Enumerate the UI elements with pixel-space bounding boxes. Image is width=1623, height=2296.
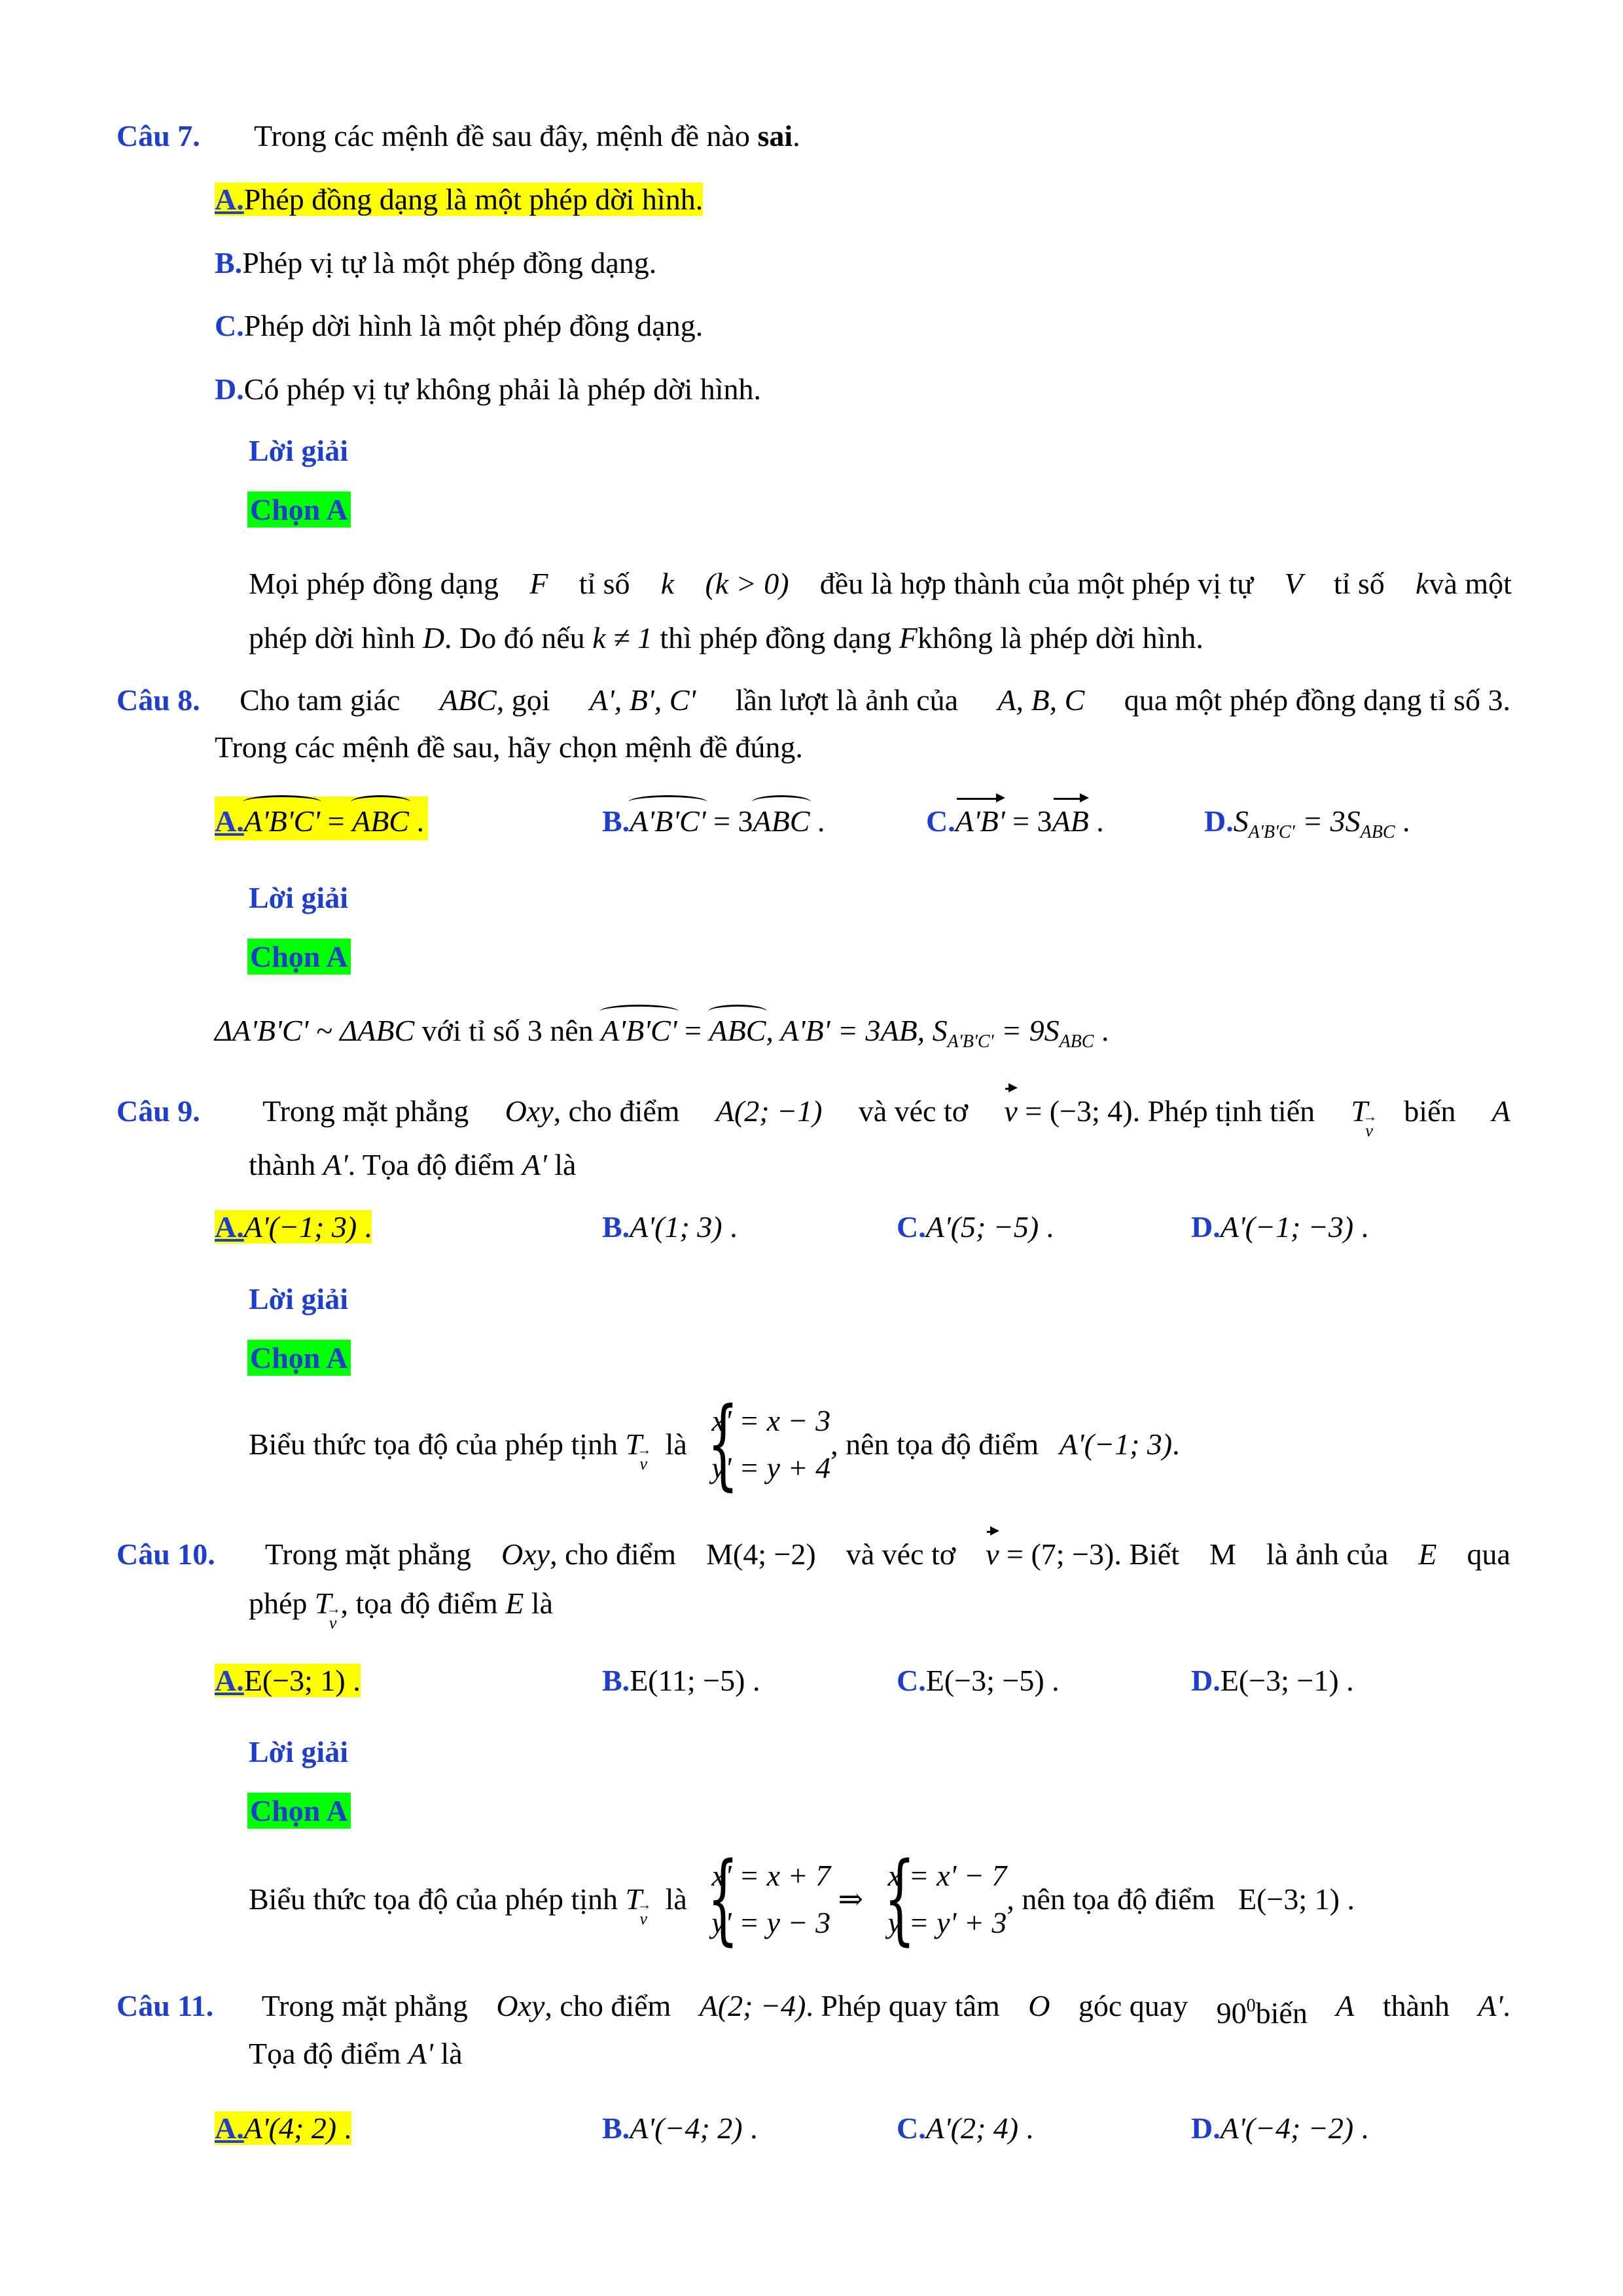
q7-option-b-letter: B.: [215, 246, 243, 279]
q9-exp-result: A'(−1; 3): [1059, 1427, 1173, 1461]
q10-choose-badge: Chọn A: [247, 1793, 351, 1829]
q9-exp-T-subscript: → v: [640, 1444, 648, 1484]
q9-system-row: y' = y + 4: [711, 1451, 831, 1484]
q9-choose: [247, 1340, 351, 1375]
q10-system-row: y' = y − 3: [711, 1906, 831, 1939]
q8-option-d-S: S: [1233, 804, 1249, 838]
q11-stem-math: A: [1336, 1989, 1355, 2022]
q10-option-a-end: .: [345, 1664, 361, 1697]
q10-exp-text: là: [665, 1882, 687, 1916]
q11-stem-text: Trong mặt phẳng: [261, 1989, 468, 2022]
q7-exp-text: và một: [1429, 567, 1512, 600]
q9-exp-T-letter: T: [625, 1427, 643, 1461]
q7-exp-k: k: [1416, 567, 1429, 600]
q9-exp-T: [625, 1425, 648, 1473]
q11-angle: 90: [1216, 1996, 1247, 2030]
q11-stem-math: A(2; −4): [699, 1989, 806, 2022]
q10-option-a-letter: A.: [215, 1664, 244, 1697]
q8-stem-math: A', B', C': [589, 683, 696, 717]
q8-exp-arc: ABC: [709, 1011, 766, 1050]
q11-stem-text: , cho điểm: [544, 1989, 671, 2022]
q10-equation-system-1: [694, 1852, 830, 1946]
q8-stem-math: ABC: [439, 683, 497, 717]
q8-exp-end: .: [1094, 1014, 1109, 1047]
q9-stem-text: Trong mặt phẳng: [262, 1094, 469, 1128]
q10-stem-line1: [116, 1535, 1510, 1574]
q11-option-c-end: .: [1018, 2111, 1034, 2145]
q9-option-c-letter: C.: [897, 1210, 926, 1244]
q7-exp-text: . Do đó nếu: [444, 621, 585, 655]
q10-option-a-highlight: [215, 1664, 361, 1697]
q9-stem-text: . Tọa độ điểm: [348, 1148, 515, 1181]
q10-option-c-text: E(−3; −5): [925, 1664, 1044, 1697]
q10-option-b-letter: B.: [602, 1664, 630, 1697]
q9-exp-text: là: [665, 1427, 687, 1461]
q10-option-c-end: .: [1044, 1664, 1060, 1697]
q7-number: Câu 7.: [116, 119, 200, 152]
q8-stem-math: A, B, C: [997, 683, 1085, 717]
q10-option-b-text: E(11; −5): [630, 1664, 745, 1697]
q11-option-d-end: .: [1353, 2111, 1369, 2145]
q9-stem-line2: [249, 1145, 576, 1185]
q8-exp-math: , A'B' = 3AB, S: [766, 1014, 948, 1047]
q11-stem-text: . Phép quay tâm: [806, 1989, 1000, 2022]
q10-T-letter: T: [314, 1587, 332, 1620]
q10-choose: [247, 1793, 351, 1828]
q8-option-a-arc-right: ABC: [352, 802, 409, 841]
q8-option-d-sub: A'B'C': [1248, 822, 1295, 842]
q8-solution-label: Lời giải: [249, 881, 348, 914]
q9-stem-math: A: [1491, 1094, 1510, 1128]
q8-stem-text: qua một phép đồng dạng tỉ số 3.: [1124, 683, 1510, 717]
q7-option-d-text: Có phép vị tự không phải là phép dời hình.: [243, 372, 762, 406]
q11-stem-line1: [116, 1986, 1510, 2033]
q7-exp-text: thì phép đồng dạng: [660, 621, 892, 655]
q11-option-d-letter: D.: [1191, 2111, 1221, 2145]
q9-translation-T: [1351, 1092, 1373, 1140]
q10-stem-text: qua: [1467, 1537, 1510, 1571]
q9-explanation: [249, 1397, 1180, 1492]
q8-option-c-end: .: [1088, 804, 1104, 838]
q10-system-row: { x' = x + 7: [711, 1859, 831, 1892]
q11-angle-degree: 0: [1246, 1996, 1256, 2016]
q9-choose-badge: Chọn A: [247, 1340, 351, 1376]
q7-solution-label: Lời giải: [249, 434, 348, 467]
q10-T-subscript: → v: [329, 1604, 337, 1643]
q10-stem-math: E: [505, 1587, 524, 1620]
q8-stem-text: lần lượt là ảnh của: [735, 683, 959, 717]
q7-exp-k: k: [660, 567, 675, 600]
q7-exp-text: tỉ số: [579, 567, 630, 600]
q7-exp-text: không là phép dời hình.: [917, 621, 1204, 655]
q8-exp-eq: =: [677, 1014, 709, 1047]
q7-exp-text: Mọi phép đồng dạng: [249, 567, 499, 600]
q9-stem-text: . Phép tịnh tiến: [1132, 1094, 1315, 1128]
q9-option-d-letter: D.: [1191, 1210, 1221, 1244]
q9-vector-v: v: [1004, 1092, 1017, 1131]
q10-stem-line2: [249, 1584, 554, 1632]
q9-option-b-text: A'(1; 3): [630, 1210, 722, 1244]
q8-option-a-highlight: [215, 797, 428, 840]
q8-exp-sub: A'B'C': [947, 1031, 994, 1052]
q7-option-b-text: Phép vị tự là một phép đồng dạng.: [242, 246, 657, 279]
q11-stem-text: biến: [1255, 1996, 1308, 2030]
q7-option-c: [215, 306, 703, 346]
q11-option-b-letter: B.: [602, 2111, 630, 2145]
q9-option-a-text: A'(−1; 3): [243, 1210, 357, 1244]
q9-stem-text: , cho điểm: [553, 1094, 680, 1128]
q10-option-d-text: E(−3; −1): [1220, 1664, 1339, 1697]
q8-option-b-letter: B.: [602, 804, 630, 838]
q11-option-a-text: A'(4; 2): [243, 2111, 337, 2145]
q10-stem-text: Trong mặt phẳng: [264, 1537, 472, 1571]
q9-stem-math: A(2; −1): [715, 1094, 823, 1128]
q10-option-d-end: .: [1338, 1664, 1354, 1697]
q11-option-c-text: A'(2; 4): [925, 2111, 1019, 2145]
q7-stem-end: .: [793, 119, 800, 152]
q10-system-row: y = y' + 3: [887, 1906, 1007, 1939]
q10-stem-math: Oxy: [501, 1537, 550, 1571]
q8-option-d-letter: D.: [1204, 804, 1234, 838]
q10-stem-text: là: [531, 1587, 554, 1620]
q7-stem-text: Trong các mệnh đề sau đây, mệnh đề nào: [253, 119, 750, 152]
q10-stem-text: , cho điểm: [550, 1537, 676, 1571]
q7-option-d-letter: D.: [215, 372, 244, 406]
q10-stem-text: . Biết: [1114, 1537, 1180, 1571]
q9-option-b: [602, 1208, 738, 1247]
q11-option-d-text: A'(−4; −2): [1220, 2111, 1354, 2145]
q8-option-a-arc-left: A'B'C': [244, 802, 320, 841]
q10-stem-math: M(4; −2): [705, 1537, 816, 1571]
q10-option-d-letter: D.: [1191, 1664, 1221, 1697]
q9-system-row: { x' = x − 3: [711, 1404, 831, 1437]
q8-explanation: [215, 1011, 1109, 1062]
q10-option-a-text: E(−3; 1): [243, 1664, 346, 1697]
q9-stem-line1: [116, 1092, 1510, 1140]
q10-number: Câu 10.: [116, 1537, 215, 1571]
q9-stem-math: = (−3; 4): [1017, 1094, 1133, 1128]
q9-stem-math: A': [323, 1148, 348, 1181]
q11-stem-text: Tọa độ điểm: [249, 2037, 401, 2070]
q7-exp-F: F: [899, 621, 918, 655]
q11-stem-math: A': [408, 2037, 433, 2070]
q11-stem-text: là: [440, 2037, 463, 2070]
q10-vector-v: v: [986, 1535, 999, 1574]
q8-option-d-sub: ABC: [1360, 822, 1395, 842]
q10-option-c: [897, 1661, 1060, 1700]
q9-option-b-letter: B.: [602, 1210, 630, 1244]
q7-option-a-text: Phép đồng dạng là một phép dời hình.: [243, 183, 704, 216]
q9-option-c-text: A'(5; −5): [925, 1210, 1039, 1244]
q10-stem-text: và véc tơ: [846, 1537, 956, 1571]
q8-exp-math: ΔA'B'C' ~ ΔABC: [215, 1014, 415, 1047]
q10-exp-T-subscript: → v: [640, 1899, 648, 1939]
q7-exp-k: k ≠ 1: [592, 621, 652, 655]
q8-exp-text: với tỉ số 3 nên: [421, 1014, 594, 1047]
q7-option-b: [215, 243, 656, 283]
q7-exp-cond: (k > 0): [705, 567, 789, 600]
q8-option-c-vec-left: A'B': [955, 802, 1005, 841]
q8-option-b-eq: = 3: [705, 804, 753, 838]
q8-stem-text: , gọi: [496, 683, 550, 717]
q9-option-a-highlight: [215, 1210, 372, 1244]
q10-exp-result: E(−3; 1): [1238, 1882, 1340, 1916]
q8-stem-line2: Trong các mệnh đề sau, hãy chọn mệnh đề đúng.: [215, 730, 803, 764]
q7-option-d: [215, 370, 761, 409]
q11-option-a-letter: A.: [215, 2111, 244, 2145]
q8-option-d: [1204, 802, 1410, 852]
q8-option-c-letter: C.: [926, 804, 955, 838]
q9-T-subscript: → v: [1365, 1111, 1373, 1151]
q10-option-a: [215, 1661, 361, 1700]
q7-exp-text: phép dời hình: [249, 621, 416, 655]
q8-option-a: [215, 802, 428, 841]
q7-exp-V: V: [1284, 567, 1303, 600]
q9-stem-text: là: [554, 1148, 577, 1181]
q7-option-c-letter: C.: [215, 309, 244, 342]
q10-option-b-end: .: [745, 1664, 760, 1697]
q9-option-a-end: .: [357, 1210, 372, 1244]
q10-stem-text: phép: [249, 1587, 308, 1620]
q7-stem: [116, 117, 800, 156]
q10-system-row: { x = x' − 7: [887, 1859, 1007, 1892]
q9-equation-system: [694, 1397, 830, 1492]
q7-option-a: [215, 180, 703, 219]
q8-option-a-eq: =: [320, 804, 353, 838]
q10-exp-end: .: [1339, 1882, 1355, 1916]
q9-option-b-end: .: [722, 1210, 738, 1244]
q9-exp-text: , nên tọa độ điểm: [830, 1427, 1039, 1461]
q11-option-d: [1191, 2109, 1368, 2148]
q9-option-c: [897, 1208, 1054, 1247]
q8-option-a-end: .: [408, 804, 424, 838]
q8-option-c: [926, 802, 1104, 841]
q10-exp-text: , nên tọa độ điểm: [1007, 1882, 1215, 1916]
q10-option-d: [1191, 1661, 1354, 1700]
q8-exp-math: = 9S: [993, 1014, 1060, 1047]
q7-exp-F: F: [529, 567, 548, 600]
q8-option-d-eq: = 3S: [1294, 804, 1361, 838]
q10-stem-math: = (7; −3): [999, 1537, 1115, 1571]
q10-explanation: [249, 1852, 1355, 1946]
q8-choose: [247, 939, 351, 974]
q11-stem-math: A': [1478, 1989, 1503, 2022]
q10-implies-arrow: ⇒: [838, 1882, 864, 1916]
q10-option-c-letter: C.: [897, 1664, 926, 1697]
q9-option-d-text: A'(−1; −3): [1220, 1210, 1354, 1244]
q7-choose: [247, 492, 351, 527]
q10-exp-T-letter: T: [625, 1882, 643, 1916]
q7-exp-text: tỉ số: [1333, 567, 1385, 600]
q11-stem-end: .: [1503, 1989, 1510, 2022]
q7-option-c-text: Phép dời hình là một phép đồng dạng.: [243, 309, 704, 342]
q11-option-c-letter: C.: [897, 2111, 926, 2145]
q8-option-c-eq: = 3: [1005, 804, 1052, 838]
q9-option-d: [1191, 1208, 1368, 1247]
q11-option-b: [602, 2109, 758, 2148]
q10-exp-text: Biểu thức tọa độ của phép tịnh: [249, 1882, 618, 1916]
q10-option-b: [602, 1661, 760, 1700]
q9-T-letter: T: [1351, 1094, 1368, 1128]
q9-stem-math: A': [522, 1148, 547, 1181]
q9-stem-text: thành: [249, 1148, 316, 1181]
q8-option-c-vec-right: AB: [1052, 802, 1089, 841]
q9-option-d-end: .: [1353, 1210, 1369, 1244]
q11-option-b-text: A'(−4; 2): [630, 2111, 743, 2145]
q8-number: Câu 8.: [116, 683, 200, 717]
q8-option-b-arc-right: ABC: [753, 802, 810, 841]
q8-option-d-end: .: [1395, 804, 1410, 838]
q8-option-b: [602, 802, 825, 841]
q11-stem-math: O: [1028, 1989, 1050, 2022]
q9-stem-text: và véc tơ: [858, 1094, 969, 1128]
q11-option-b-end: .: [742, 2111, 758, 2145]
q11-stem-text: góc quay: [1078, 1989, 1188, 2022]
q8-option-a-letter: A.: [215, 804, 244, 838]
q10-stem-text: là ảnh của: [1266, 1537, 1389, 1571]
q7-exp-D: D: [422, 621, 445, 655]
q8-option-b-end: .: [810, 804, 825, 838]
q9-number: Câu 9.: [116, 1094, 200, 1128]
q8-stem-line1: [116, 681, 1510, 720]
q7-exp-text: đều là hợp thành của một phép vị tự: [819, 567, 1254, 600]
q7-option-a-letter: A.: [215, 183, 244, 216]
q9-exp-text: Biểu thức tọa độ của phép tịnh: [249, 1427, 618, 1461]
q10-stem-math: E: [1418, 1537, 1437, 1571]
q8-choose-badge: Chọn A: [247, 939, 351, 975]
q11-option-a: [215, 2109, 351, 2148]
q11-stem-math: Oxy: [496, 1989, 545, 2022]
q7-option-a-highlight: [215, 183, 703, 216]
q10-stem-math: M: [1209, 1537, 1236, 1571]
q10-translation-T: [314, 1584, 337, 1632]
q8-exp-arc: A'B'C': [601, 1011, 677, 1050]
q7-stem-bold: sai: [757, 119, 793, 152]
q11-option-c: [897, 2109, 1033, 2148]
q8-option-b-arc-left: A'B'C': [630, 802, 705, 841]
q10-equation-system-2: [871, 1852, 1007, 1946]
q8-exp-sub: ABC: [1059, 1031, 1094, 1052]
q11-stem-text: thành: [1382, 1989, 1450, 2022]
q11-stem-line2: [249, 2034, 463, 2073]
q7-choose-badge: Chọn A: [247, 492, 351, 528]
q11-number: Câu 11.: [116, 1989, 214, 2022]
q11-option-a-end: .: [336, 2111, 352, 2145]
q10-stem-text: , tọa độ điểm: [340, 1587, 498, 1620]
q9-exp-end: .: [1172, 1427, 1180, 1461]
q9-stem-text: biến: [1404, 1094, 1456, 1128]
q9-option-a-letter: A.: [215, 1210, 244, 1244]
q9-solution-label: Lời giải: [249, 1282, 348, 1316]
q10-solution-label: Lời giải: [249, 1735, 348, 1768]
q7-explanation-line1: [249, 564, 1512, 603]
q9-option-a: [215, 1208, 372, 1247]
q9-stem-math: Oxy: [505, 1094, 554, 1128]
q11-option-a-highlight: [215, 2111, 351, 2145]
q7-explanation-line2: [249, 619, 1204, 658]
q8-stem-text: Cho tam giác: [240, 683, 401, 717]
q10-exp-T: [625, 1880, 648, 1928]
q9-option-c-end: .: [1039, 1210, 1054, 1244]
